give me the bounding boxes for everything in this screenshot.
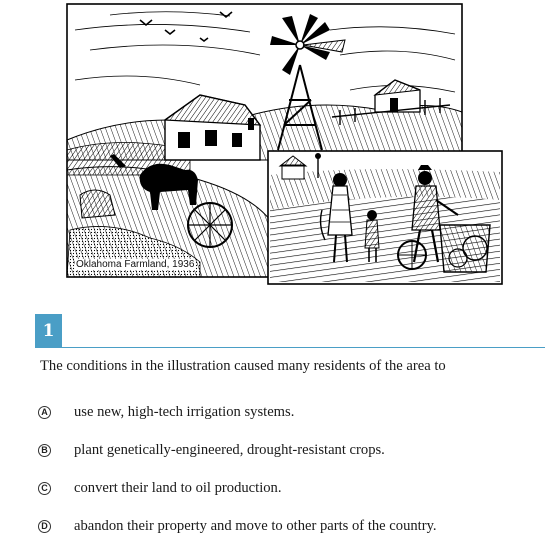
answer-option-b[interactable] [38, 439, 385, 461]
option-letter-c[interactable]: C [38, 482, 51, 495]
answer-option-a[interactable] [38, 401, 294, 423]
question-number-badge: 1 [35, 314, 62, 348]
answer-option-d[interactable] [38, 515, 437, 537]
option-letter-a[interactable]: A [38, 406, 51, 419]
option-text-b: plant genetically-engineered, drought-resistant crops. [74, 441, 385, 458]
option-text-d: abandon their property and move to other parts of the country. [74, 517, 437, 534]
illustration-caption: Oklahoma Farmland, 1936 [76, 259, 195, 270]
question-header [35, 314, 545, 348]
answer-option-c[interactable] [38, 477, 282, 499]
question-stem: The conditions in the illustration caused many residents of the area to [40, 358, 446, 374]
option-text-c: convert their land to oil production. [74, 479, 282, 496]
inset-scene-panel [268, 151, 502, 284]
option-letter-d[interactable]: D [38, 520, 51, 533]
option-text-a: use new, high-tech irrigation systems. [74, 403, 295, 420]
header-divider [62, 347, 545, 348]
option-letter-b[interactable]: B [38, 444, 51, 457]
